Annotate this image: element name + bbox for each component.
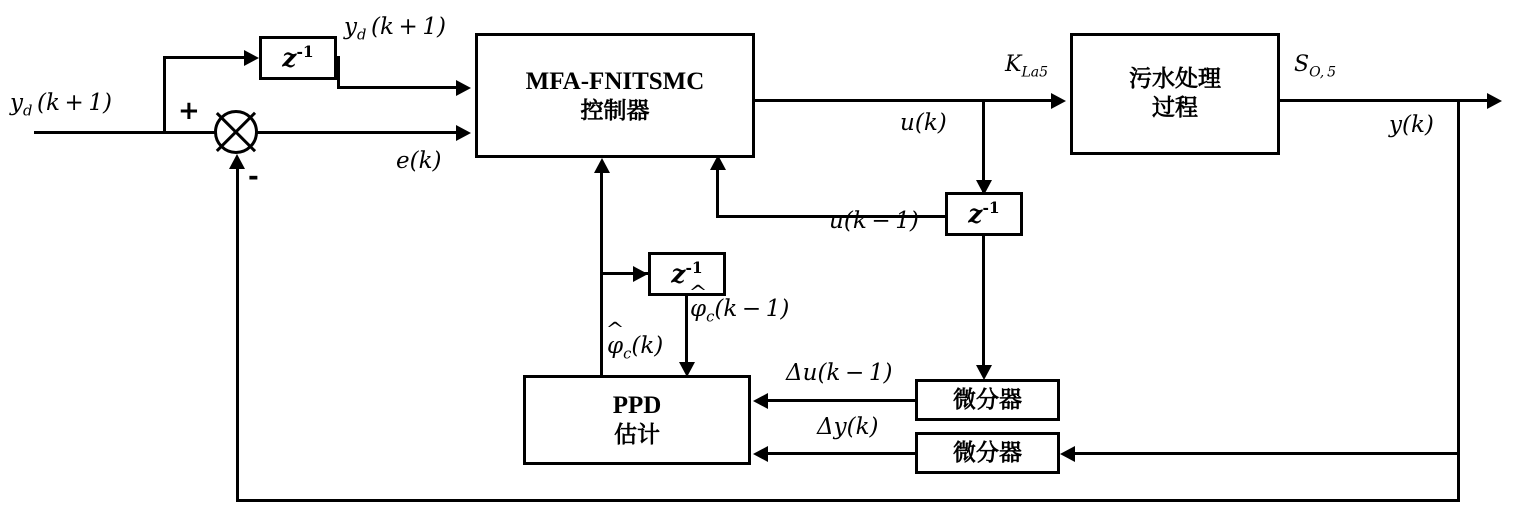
ppd-label-1: PPD xyxy=(612,392,662,419)
arrow-to-delay-ref xyxy=(244,50,259,66)
wire-delay-out-drop xyxy=(337,56,340,89)
arrow-control-to-delay-u xyxy=(976,180,992,195)
wire-controller-to-plant xyxy=(755,99,1051,102)
sum-plus-sign: + xyxy=(178,96,200,126)
label-phi-hat-k: ^ $\varphi_c(k)$ xyxy=(607,333,663,363)
arrow-controller-to-plant xyxy=(1051,93,1066,109)
differentiator-block-u xyxy=(915,379,1060,421)
plant-block xyxy=(1070,33,1280,155)
wire-delta-y-to-ppd xyxy=(768,452,917,455)
plant-label-1: 污水处理 xyxy=(1129,66,1221,93)
label-plant-output-y: y(k) xyxy=(1389,112,1434,138)
label-error: e(k) xyxy=(396,148,442,174)
controller-label-2: 控制器 xyxy=(580,97,650,124)
wire-u-to-differentiator xyxy=(982,236,985,365)
summing-junction xyxy=(214,110,258,154)
controller-label-1: MFA-FNITSMC xyxy=(525,67,705,95)
differentiator-y-label: 微分器 xyxy=(953,439,1022,466)
arrow-plant-output xyxy=(1487,93,1502,109)
arrow-feedback-into-sum xyxy=(229,154,245,169)
wire-feedback-down-to-bottom xyxy=(1457,452,1460,502)
differentiator-u-label: 微分器 xyxy=(953,386,1022,413)
delay-phi-label: $z^{-1}$ xyxy=(671,258,703,289)
wire-delta-u-to-ppd xyxy=(768,399,917,402)
delay-u-label: $z^{-1}$ xyxy=(968,198,1000,229)
wire-error-to-controller xyxy=(256,131,456,134)
wire-input-branch-up xyxy=(163,56,166,134)
plant-label-2: 过程 xyxy=(1152,95,1198,121)
ppd-block xyxy=(523,375,751,465)
arrow-delta-y-into-ppd xyxy=(753,446,768,462)
wire-plant-output xyxy=(1280,99,1487,102)
wire-feedback-to-differentiator-y xyxy=(1075,452,1460,455)
label-so5: $S_{O, 5}$ xyxy=(1294,52,1337,81)
delay-block-reference xyxy=(259,36,337,80)
arrow-delta-u-into-ppd xyxy=(753,393,768,409)
label-reference-delayed: $y_d$ (k + 1) xyxy=(344,14,447,44)
differentiator-block-y xyxy=(915,432,1060,474)
ppd-label-2: 估计 xyxy=(614,422,660,449)
label-phi-hat-k-1: ^ $\varphi_c(k - 1)$ xyxy=(690,296,789,326)
wire-branch-to-delay xyxy=(163,56,244,59)
arrow-phi-into-delay xyxy=(633,266,648,282)
delay-ref-label: $z^{-1}$ xyxy=(282,42,314,73)
label-control-u: u(k) xyxy=(900,110,947,136)
wire-input-to-sum xyxy=(34,131,216,134)
arrow-error-to-controller xyxy=(456,125,471,141)
arrow-feedback-into-differentiator-y xyxy=(1060,446,1075,462)
arrow-u-prev-into-controller xyxy=(710,155,726,170)
delay-block-phi xyxy=(648,252,726,296)
arrow-delay-to-controller xyxy=(456,80,471,96)
wire-plant-feedback-down xyxy=(1457,99,1460,454)
wire-bottom-feedback xyxy=(236,499,1460,502)
label-delta-y: Δy(k) xyxy=(817,414,879,440)
label-input-reference: $y_d$ (k + 1) xyxy=(10,90,113,120)
label-control-u-prev: u(k − 1) xyxy=(829,208,919,234)
delay-block-control xyxy=(945,192,1023,236)
arrow-phi-prev-into-ppd xyxy=(679,362,695,377)
wire-feedback-up-to-sum xyxy=(236,168,239,502)
wire-delay-to-controller xyxy=(337,86,456,89)
label-delta-u: Δu(k − 1) xyxy=(786,360,893,386)
sum-minus-sign: - xyxy=(248,162,259,192)
label-klas: $K_{La5}$ xyxy=(1005,52,1049,81)
controller-block xyxy=(475,33,755,158)
arrow-u-into-differentiator xyxy=(976,365,992,380)
arrow-phi-into-controller xyxy=(594,158,610,173)
wire-phi-prev-to-ppd xyxy=(685,296,688,362)
